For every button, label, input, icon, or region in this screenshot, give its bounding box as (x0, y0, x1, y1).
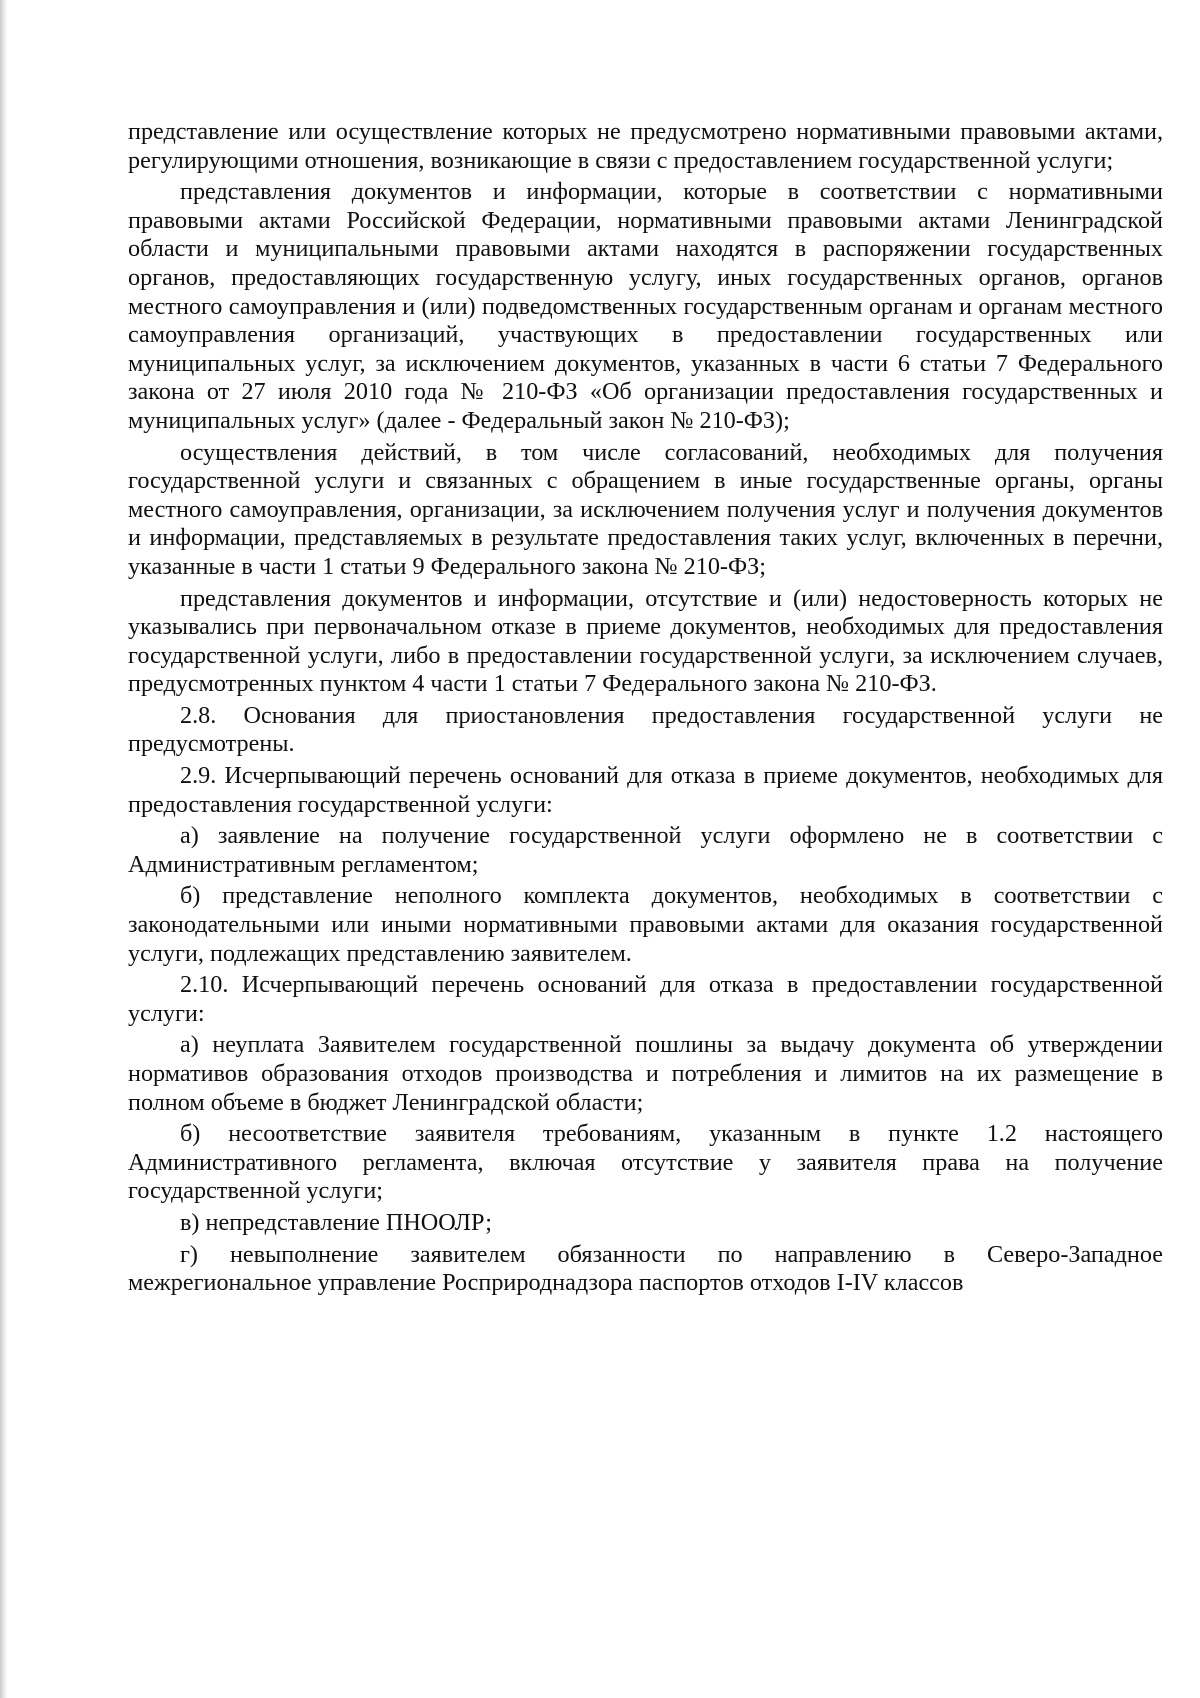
paragraph-documents-in-possession: представления документов и информации, которые в соответствии с нормативными правовыми актами Российской Федерации, нормативными правовыми актами Ленинградской области и муниципальными правовыми актами находятся в распоряжении государственных органов, предоставляющих государственную услугу, иных государственных органов, органов местного самоуправления и (или) подведомственных государственным органам и органам местного самоуправления организаций, участвующих в предоставлении государственных или муниципальных услуг, за исключением документов, указанных в части 6 статьи 7 Федерального закона от 27 июля 2010 года № 210-ФЗ «Об организации предоставления государственных и муниципальных услуг» (далее - Федеральный закон № 210-ФЗ); (128, 178, 1163, 434)
paragraph-2-10-v: в) непредставление ПНООЛР; (180, 1208, 493, 1236)
paragraph-2-8: 2.8. Основания для приостановления предоставления государственной услуги не предусмотрены. (128, 701, 1163, 758)
paragraph-2-9: 2.9. Исчерпывающий перечень оснований для отказа в приеме документов, необходимых для предоставления государственной услуги: (128, 762, 1163, 818)
paragraph-continuation: представление или осуществление которых не предусмотрено нормативными правовыми актами, регулирующими отношения, возникающие в связи с предоставлением государственной услуги; (128, 118, 1163, 174)
paragraph-initial-refusal: представления документов и информации, отсутствие и (или) недостоверность которых не указывались при первоначальном отказе в приеме документов, необходимых для предоставления государственной услуги, либо в предоставлении государственной услуги, за исключением случаев, предусмотренных пунктом 4 части 1 статьи 7 Федерального закона № 210-ФЗ. (128, 584, 1163, 698)
paragraph-2-9-b: б) представление неполного комплекта документов, необходимых в соответствии с законодательными или иными нормативными правовыми актами для оказания государственной услуги, подлежащих представлению заявителем. (128, 882, 1163, 967)
paragraph-2-10: 2.10. Исчерпывающий перечень оснований для отказа в предоставлении государственной услуги: (128, 971, 1163, 1027)
paragraph-2-10-b: б) несоответствие заявителя требованиям, указанным в пункте 1.2 настоящего Административного регламента, включая отсутствие у заявителя права на получение государственной услуги; (128, 1120, 1163, 1205)
paragraph-2-10-a: а) неуплата Заявителем государственной пошлины за выдачу документа об утверждении нормативов образования отходов производства и потребления и лимитов на их размещение в полном объеме в бюджет Ленинградской области; (128, 1031, 1163, 1116)
document-body (128, 118, 1163, 1301)
paragraph-2-10-g: г) невыполнение заявителем обязанности по направлению в Северо-Западное межрегиональное управление Росприроднадзора паспортов отходов I-IV классов (128, 1240, 1163, 1297)
paragraph-2-9-a: а) заявление на получение государственной услуги оформлено не в соответствии с Административным регламентом; (128, 822, 1163, 878)
paragraph-approvals: осуществления действий, в том числе согласований, необходимых для получения государственной услуги и связанных с обращением в иные государственные органы, органы местного самоуправления, организации, за исключением получения услуг и получения документов и информации, представляемых в результате предоставления таких услуг, включенных в перечни, указанные в части 1 статьи 9 Федерального закона № 210-ФЗ; (128, 438, 1163, 580)
scan-edge-shadow (0, 0, 8, 1698)
